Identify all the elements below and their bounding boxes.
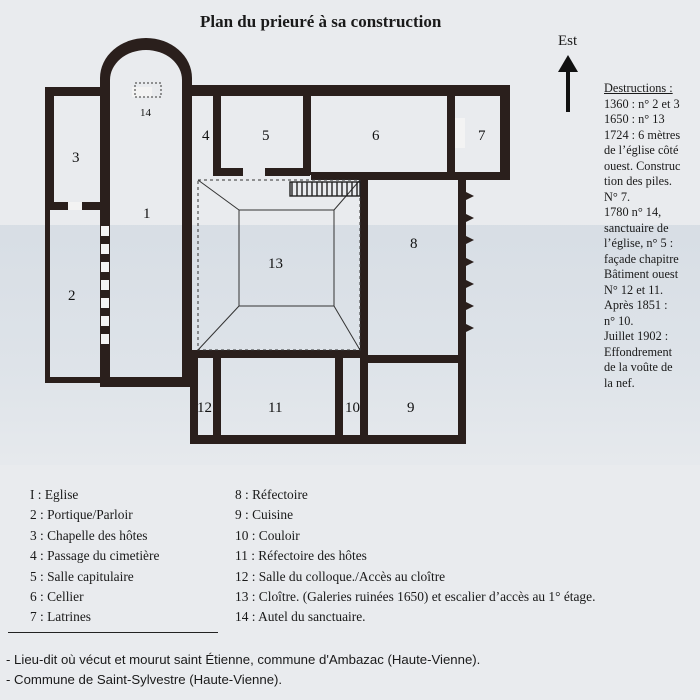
window [101, 280, 109, 290]
room-number: 5 [262, 128, 270, 144]
destructions-heading: Destructions : [604, 81, 673, 95]
room-number: 3 [72, 150, 80, 166]
window [101, 226, 109, 236]
staircase-icon [290, 182, 360, 196]
destruction-line: de la voûte de [604, 360, 673, 374]
destruction-line: façade chapitre [604, 251, 679, 266]
refectory-wall-right [458, 178, 466, 443]
window [68, 202, 82, 210]
destruction-line: 1780 n° 14, [604, 205, 662, 219]
kitchen-wall-top [360, 355, 466, 363]
destruction-line: Juillet 1902 : [604, 329, 669, 343]
room-number: 8 [410, 236, 418, 252]
room-number: 9 [407, 400, 415, 416]
destruction-line: ouest. Construc [604, 158, 681, 173]
destruction-line: tion des piles. [604, 174, 672, 188]
room-number: 13 [268, 256, 283, 272]
church-south-wall [100, 377, 192, 387]
legend-item: 5 : Salle capitulaire [30, 568, 134, 584]
room-number: 14 [140, 107, 151, 119]
legend-item: 4 : Passage du cimetière [30, 548, 160, 564]
kitchen-wall-left [360, 355, 368, 443]
legend-item: 10 : Couloir [235, 527, 300, 543]
room12-wall-left [190, 350, 198, 444]
chapter-wall-right [303, 95, 311, 175]
legend-item: 14 : Autel du sanctuaire. [235, 609, 366, 625]
cellar-wall-bottom [311, 172, 451, 180]
legend-item: 13 : Cloître. (Galeries ruinées 1650) et escalier d’accès au 1° étage. [235, 589, 596, 605]
portico-wall-bottom [45, 377, 100, 383]
walls [45, 38, 510, 444]
room-number: 1 [143, 206, 151, 222]
destruction-line: Effondrement [604, 344, 673, 359]
legend-item: 6 : Cellier [30, 589, 84, 605]
legend-column-left [30, 485, 159, 628]
destruction-line: de l’église côté [604, 143, 679, 157]
north-range-top [192, 85, 502, 96]
south-range-bottom [190, 435, 466, 444]
window [101, 262, 109, 272]
destruction-line: 1650 : n° 13 [604, 112, 665, 126]
room-number: 6 [372, 128, 380, 144]
footnote-divider [8, 632, 218, 633]
legend-item: 12 : Salle du colloque./Accès au cloître [235, 568, 446, 584]
destruction-line: N° 7. [604, 189, 631, 204]
room-number: 7 [478, 128, 486, 144]
destruction-line: la nef. [604, 375, 635, 390]
portico-wall-left [45, 210, 50, 382]
window [132, 87, 152, 97]
room-number: 4 [202, 128, 210, 144]
legend-column-right [235, 485, 595, 628]
destruction-line: 1360 : n° 2 et 3 [604, 96, 680, 111]
legend-item: I : Eglise [30, 487, 79, 502]
window [455, 118, 465, 148]
latrine-wall-bottom [447, 172, 510, 180]
legend-item: 11 : Réfectoire des hôtes [235, 548, 367, 564]
refectory-wall-left [360, 172, 368, 362]
destruction-line: l’église, n° 5 : [604, 236, 674, 250]
north-range-right [500, 85, 510, 180]
window [101, 316, 109, 326]
chapter-wall-bottom-l [213, 168, 243, 176]
room-number: 2 [68, 288, 76, 304]
room-labels [68, 107, 486, 416]
legend-item: 3 : Chapelle des hôtes [30, 527, 148, 543]
legend-item: 2 : Portique/Parloir [30, 507, 133, 523]
plan-title: Plan du prieuré à sa construction [200, 12, 442, 31]
window [101, 298, 109, 308]
passage-wall [213, 95, 221, 170]
destructions-panel [604, 81, 696, 391]
window [101, 334, 109, 344]
room11-wall-left [213, 350, 221, 444]
room-number: 10 [345, 400, 360, 416]
room-number: 11 [268, 400, 283, 416]
legend-item: 8 : Réfectoire [235, 487, 308, 502]
destruction-line: Bâtiment ouest [604, 267, 679, 281]
destruction-line: Après 1851 : [604, 298, 668, 312]
openings [68, 87, 465, 344]
compass-label: Est [558, 33, 578, 49]
chapel-wall-left [45, 87, 54, 207]
legend-item: 7 : Latrines [30, 609, 91, 625]
destruction-line: sanctuaire de [604, 220, 669, 235]
cellar-wall-right [447, 95, 455, 180]
destruction-line: N° 12 et 11. [604, 282, 664, 297]
footnotes [6, 650, 480, 690]
buttresses [466, 192, 474, 332]
north-arrow-icon [558, 55, 578, 112]
footnote: - Lieu-dit où vécut et mourut saint Étienne, commune d'Ambazac (Haute-Vienne). [6, 652, 481, 667]
room11-wall-right [335, 350, 343, 444]
destruction-line: n° 10. [604, 313, 634, 328]
destruction-line: 1724 : 6 mètres [604, 127, 681, 142]
legend-item: 9 : Cuisine [235, 507, 294, 523]
window [101, 244, 109, 254]
footnote: - Commune de Saint-Sylvestre (Haute-Vienne). [6, 672, 283, 687]
room-number: 12 [197, 400, 212, 416]
